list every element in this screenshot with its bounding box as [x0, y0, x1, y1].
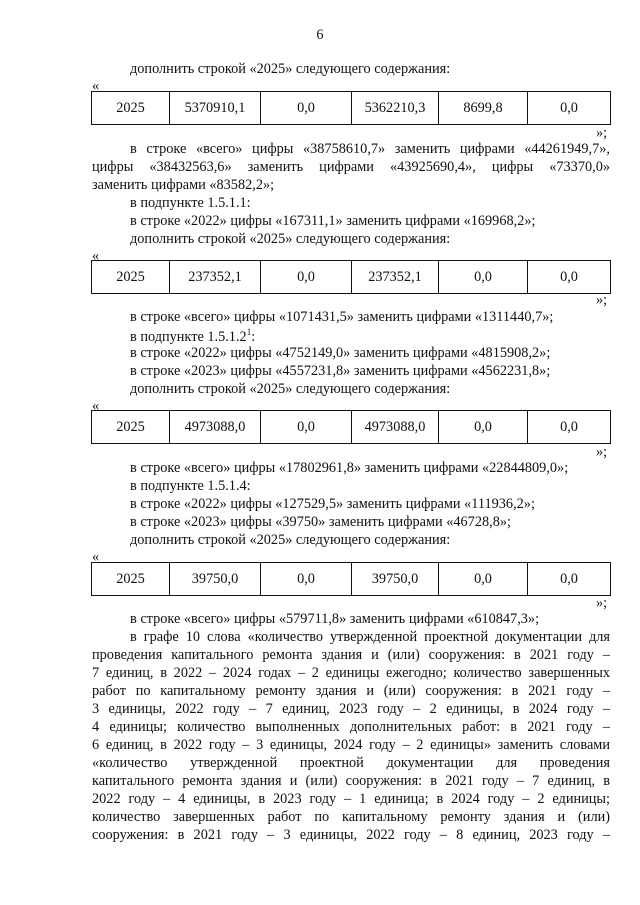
opening-quote: «	[92, 248, 100, 264]
text-line: в строке «2022» цифры «4752149,0» заменить цифрами «4815908,2»;	[130, 345, 551, 361]
cell-value: 0,0	[439, 563, 528, 596]
paragraph-line: сооружения: в 2021 году – 3 единицы, 2022 году – 8 единиц, 2023 году –	[92, 827, 610, 843]
text-line: в строке «всего» цифры «38758610,7» заменить цифрами «44261949,7»,	[130, 141, 610, 157]
paragraph-line: 6 единиц, в 2022 году – 3 единицы, 2024 году – 2 единицы» заменить словами	[92, 737, 610, 753]
cell-value: 4973088,0	[170, 411, 261, 444]
table-row-2025	[91, 410, 611, 444]
cell-value: 39750,0	[170, 563, 261, 596]
text-line: в строке «2022» цифры «167311,1» заменить цифрами «169968,2»;	[130, 213, 536, 229]
text-line: в строке «всего» цифры «17802961,8» заменить цифрами «22844809,0»;	[130, 460, 569, 476]
text-line: в подпункте 1.5.1.4:	[130, 478, 251, 494]
cell-value: 0,0	[261, 261, 352, 294]
paragraph-line: «количество утвержденной проектной документации для проведения	[92, 755, 610, 771]
paragraph-line: 2022 году – 4 единицы, в 2023 году – 1 единица; в 2024 году – 2 единицы;	[92, 791, 610, 807]
text-line: в строке «всего» цифры «1071431,5» заменить цифрами «1311440,7»;	[130, 309, 554, 325]
add-row-instruction: дополнить строкой «2025» следующего содержания:	[130, 231, 451, 247]
cell-value: 0,0	[261, 411, 352, 444]
add-row-instruction: дополнить строкой «2025» следующего содержания:	[130, 61, 451, 77]
opening-quote: «	[92, 398, 100, 414]
opening-quote: «	[92, 549, 100, 565]
cell-value: 237352,1	[352, 261, 439, 294]
cell-value: 0,0	[528, 563, 611, 596]
colon: :	[251, 328, 256, 345]
paragraph-line: проведения капитального ремонта здания и (или) сооружения: в 2021 году –	[92, 647, 610, 663]
paragraph-line: 3 единицы, 2022 году – 7 единиц, 2023 году – 2 единицы, в 2024 году –	[92, 701, 610, 717]
cell-value: 0,0	[261, 92, 352, 125]
cell-value: 39750,0	[352, 563, 439, 596]
text-line: цифры «38432563,6» заменить цифрами «43925690,4», цифры «73370,0»	[92, 159, 610, 175]
closing-quote: »;	[596, 125, 608, 141]
superscript: 1	[246, 327, 252, 337]
table-row-2025	[91, 562, 611, 596]
table-row-2025	[91, 91, 611, 125]
text-line: в строке «2023» цифры «4557231,8» заменить цифрами «4562231,8»;	[130, 363, 551, 379]
opening-quote: «	[92, 78, 100, 94]
cell-value: 8699,8	[439, 92, 528, 125]
paragraph-line: работ по капитальному ремонту здания и (или) сооружения: в 2021 году –	[92, 683, 610, 699]
text-line: в строке «всего» цифры «579711,8» заменить цифрами «610847,3»;	[130, 611, 540, 627]
text-line: в строке «2022» цифры «127529,5» заменить цифрами «111936,2»;	[130, 496, 535, 512]
cell-year: 2025	[92, 563, 170, 596]
cell-value: 237352,1	[170, 261, 261, 294]
paragraph-line: капитального ремонта здания и (или) сооружения: в 2021 году – 7 единиц, в	[92, 773, 610, 789]
text-line	[130, 327, 255, 346]
text-line: в строке «2023» цифры «39750» заменить цифрами «46728,8»;	[130, 514, 511, 530]
add-row-instruction: дополнить строкой «2025» следующего содержания:	[130, 532, 451, 548]
closing-quote: »;	[596, 595, 608, 611]
paragraph-line: количество завершенных работ по капитальному ремонту здания и (или)	[92, 809, 610, 825]
paragraph-line: 4 единицы; количество выполненных дополнительных работ: в 2021 году –	[92, 719, 610, 735]
cell-value: 0,0	[528, 92, 611, 125]
closing-quote: »;	[596, 444, 608, 460]
text-line: заменить цифрами «83582,2»;	[92, 177, 275, 193]
cell-value: 0,0	[528, 261, 611, 294]
cell-year: 2025	[92, 261, 170, 294]
subpoint-label: в подпункте 1.5.1.2	[130, 328, 247, 345]
add-row-instruction: дополнить строкой «2025» следующего содержания:	[130, 381, 451, 397]
cell-value: 4973088,0	[352, 411, 439, 444]
closing-quote: »;	[596, 292, 608, 308]
cell-value: 5370910,1	[170, 92, 261, 125]
cell-value: 0,0	[528, 411, 611, 444]
cell-value: 5362210,3	[352, 92, 439, 125]
paragraph-line: в графе 10 слова «количество утвержденной проектной документации для	[130, 629, 610, 645]
text-line: в подпункте 1.5.1.1:	[130, 195, 251, 211]
paragraph-line: 7 единиц, в 2022 – 2024 годах – 2 единицы ежегодно; количество завершенных	[92, 665, 610, 681]
cell-year: 2025	[92, 92, 170, 125]
page-number: 6	[316, 27, 324, 43]
cell-value: 0,0	[261, 563, 352, 596]
cell-year: 2025	[92, 411, 170, 444]
table-row-2025	[91, 260, 611, 294]
cell-value: 0,0	[439, 261, 528, 294]
cell-value: 0,0	[439, 411, 528, 444]
